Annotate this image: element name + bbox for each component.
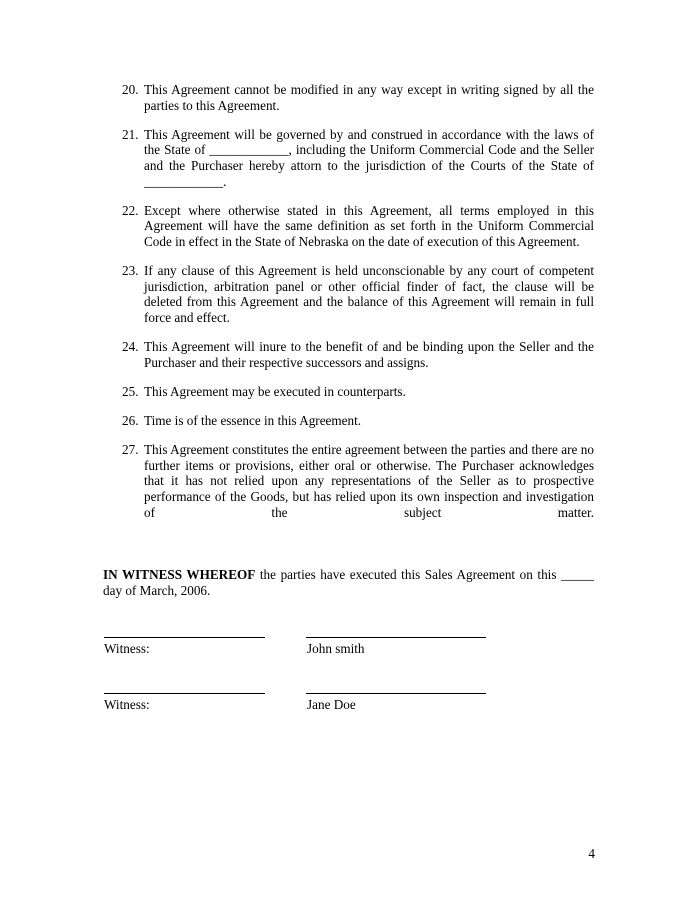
clause-text: This Agreement may be executed in counterparts. (144, 383, 406, 399)
party-signature-line-2 (306, 693, 486, 694)
witness-label-2: Witness: (104, 697, 150, 712)
clause-number: 20. (122, 82, 139, 97)
clause-number: 22. (122, 202, 139, 218)
clause-text: This Agreement will inure to the benefit of and be binding upon the Seller and the Purchaser and their respective successors and assigns. (144, 339, 594, 370)
party-name-1: John smith (307, 641, 365, 656)
clause-23 (122, 263, 594, 325)
witness-clause-lead: IN WITNESS WHEREOF (103, 567, 256, 582)
witness-signature-line-2 (104, 693, 265, 694)
clause-text: Except where otherwise stated in this Agreement, all terms employed in this Agreement will have the same definition as set forth in the Uniform Commercial Code in effect in the State of Nebraska on the date of execution of this Agreement. (144, 202, 594, 249)
clause-text: This Agreement will be governed by and construed in accordance with the laws of the State of ____________, including the Uniform Commercial Code and the Seller and the Purchaser hereby attorn to the jurisdiction of the Courts of the State of ____________. (144, 126, 594, 189)
clause-number: 24. (122, 339, 139, 355)
clause-list (122, 82, 594, 534)
clause-26 (122, 413, 594, 429)
party-name-2: Jane Doe (307, 697, 356, 712)
clause-text: If any clause of this Agreement is held unconscionable by any court of competent jurisdiction, arbitration panel or other official finder of fact, the clause will be deleted from this Agreement and the balance of this Agreement will remain in full force and effect. (144, 263, 594, 325)
clause-number: 25. (122, 383, 139, 399)
clause-24 (122, 339, 594, 370)
clause-21 (122, 127, 594, 189)
clause-number: 26. (122, 413, 139, 429)
clause-27 (122, 442, 594, 520)
clause-22 (122, 203, 594, 250)
clause-text: This Agreement constitutes the entire agreement between the parties and there are no further items or provisions, either oral or otherwise. The Purchaser acknowledges that it has not relied upon any representations of the Seller as to prospective performance of the Goods, but has relied upon its own inspection and investigation of the subject matter. (144, 442, 594, 520)
clause-text: Time is of the essence in this Agreement. (144, 413, 362, 429)
witness-clause (103, 567, 594, 598)
witness-clause-text: the parties have executed this Sales Agreement on this _____ day of March, 2006. (103, 567, 594, 598)
clause-number: 21. (122, 126, 139, 142)
witness-label-1: Witness: (104, 641, 150, 656)
clause-20 (122, 82, 594, 113)
clause-text: This Agreement cannot be modified in any way except in writing signed by all the parties to this Agreement. (144, 82, 594, 113)
witness-signature-line-1 (104, 637, 265, 638)
clause-number: 27. (122, 442, 139, 458)
clause-number: 23. (122, 263, 139, 279)
clause-25 (122, 384, 594, 400)
party-signature-line-1 (306, 637, 486, 638)
page-number: 4 (588, 846, 595, 861)
